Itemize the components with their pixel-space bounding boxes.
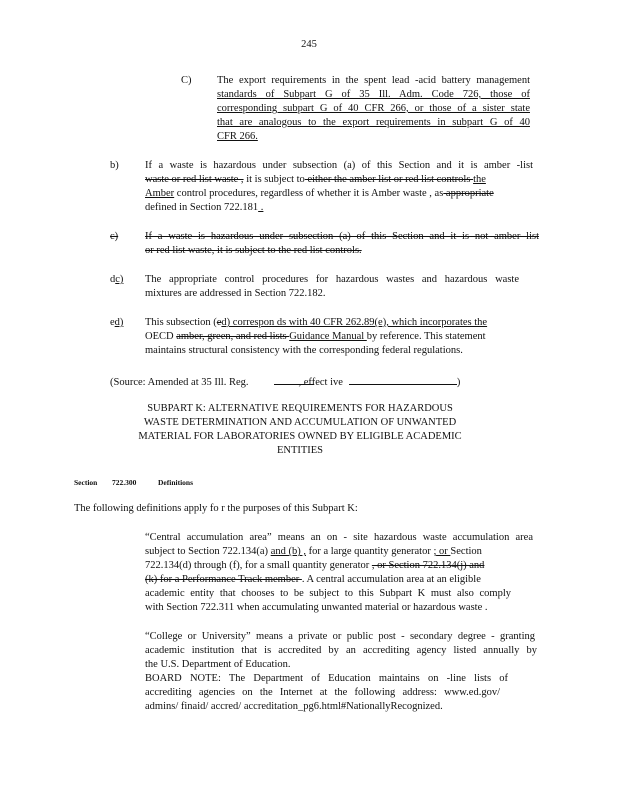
source-blank-effective [349,373,457,385]
source-blank-reg-line [274,384,314,385]
def-college-line-1: “College or University” means a private or public post - secondary degree - granting [145,631,535,642]
item-b-line-3-struck: appropriate [443,188,494,199]
def-central-line-6: with Section 722.311 when accumulating unwanted material or hazardous waste . [145,602,488,613]
item-e-line-3: maintains structural consistency with the corresponding federal regulations. [145,345,463,356]
item-c-line-5: CFR 266. [217,131,258,142]
section-label: Section [74,478,98,487]
def-central-line-2-c: Section [450,546,482,557]
subpart-heading-line-3: MATERIAL FOR LABORATORIES OWNED BY ELIGIBLE ACADEMIC [138,431,462,442]
item-e-line-1-struck: e [216,317,222,328]
item-e-label-new: d) [114,317,124,328]
item-b-line-3-inserted: Amber [145,188,175,199]
def-central-line-2-b: for a large quantity generator [305,546,434,557]
def-college-line-2: academic institution that is accredited by an accrediting agency listed annually by [145,645,537,656]
def-central-line-4-b: . A central accumulation area at an eligible [301,574,481,585]
item-b-line-2-inserted: the [473,174,486,185]
def-central-line-2 [145,545,482,559]
item-e-label-old: e [110,317,115,328]
source-note-b: , effect ive [298,377,343,388]
subpart-heading-line-4: ENTITIES [276,445,324,456]
item-c-line-2: standards of Subpart G of 35 Ill. Adm. Code 726, those of [217,89,530,100]
item-b-line-3-text: control procedures, regardless of whether it is Amber waste , as [174,188,444,199]
item-b-label: b) [110,160,119,171]
source-note-a: (Source: Amended at 35 Ill. Reg. [110,377,249,388]
item-e-line-1-a: This subsection ( [145,317,217,328]
board-note-line-3: admins/ finaid/ accred/ accreditation_pg6.html#NationallyRecognized. [145,701,443,712]
source-note-c: ) [456,377,461,388]
item-b-line-2-struck: waste or red list waste , [145,174,244,185]
def-central-line-1: “Central accumulation area” means an on - site hazardous waste accumulation area [145,532,533,543]
item-d-label-new: c) [115,274,124,285]
item-e-line-2-inserted: Guidance Manual [289,331,367,342]
item-b-line-2-struck-2: either the amber list or red list controls [304,174,474,185]
section-number: 722.300 [112,478,137,487]
item-b-line-4-inserted: . [258,202,264,213]
section-title: Definitions [158,478,194,487]
def-central-line-2-a: subject to Section 722.134(a) [145,546,271,557]
item-c-line-1: The export requirements in the spent lead -acid battery management [217,75,530,86]
def-central-line-2-inserted-3: or [436,546,451,557]
item-b-line-4 [145,201,263,215]
item-c-label: C) [181,75,192,86]
item-c-struck-line-1: If a waste is hazardous under subsection (a) of this Section and it is not amber list [145,231,539,242]
item-e-line-1-c: d) correspon ds with 40 CFR 262.89(e), which incorporates the [221,317,488,328]
def-central-line-3 [145,559,484,573]
item-e-line-2 [145,330,486,344]
item-d-label [110,273,123,287]
item-c-struck-label: c) [110,231,119,242]
def-central-line-3-struck: , or Section 722.134(j) and [371,560,485,571]
item-d-label-old: d [110,274,116,285]
item-e-label [110,316,123,330]
subpart-heading-line-2: WASTE DETERMINATION AND ACCUMULATION OF UNWANTED [143,417,457,428]
item-c-line-4: that are analogous to the export requirements in subpart G of 40 [217,117,530,128]
def-central-line-4-struck: (k) for a Performance Track member [145,574,302,585]
def-central-line-3-a: 722.134(d) through (f), for a small quantity generator [145,560,372,571]
def-central-line-4 [145,573,481,587]
item-e-line-2-c: by reference. This statement [366,331,486,342]
item-e-line-2-a: OECD [145,331,177,342]
source-note [110,373,460,390]
def-college-line-3: the U.S. Department of Education. [145,659,291,670]
board-note-line-1: BOARD NOTE: The Department of Education maintains on -line lists of [145,673,508,684]
item-c-struck-line-2: or red list waste, it is subject to the red list controls. [145,245,362,256]
item-b-line-2 [145,173,486,187]
item-b-line-2-mid: it is subject to [243,174,305,185]
definitions-intro: The following definitions apply fo r the purposes of this Subpart K: [74,503,358,514]
item-b-line-1: If a waste is hazardous under subsection (a) of this Section and it is amber -list [145,160,533,171]
subpart-heading-line-1: SUBPART K: ALTERNATIVE REQUIREMENTS FOR HAZARDOUS [147,403,453,414]
def-central-line-2-inserted: and (b) , [270,546,306,557]
board-note-line-2: accrediting agencies on the Internet at the following address: www.ed.gov/ [145,687,500,698]
item-d-line-1: The appropriate control procedures for hazardous wastes and hazardous waste [145,274,519,285]
item-d-line-2: mixtures are addressed in Section 722.182. [145,288,326,299]
item-b-line-3 [145,187,494,201]
item-e-line-1 [145,316,487,330]
def-central-line-5: academic entity that chooses to be subject to this Subpart K must also comply [145,588,511,599]
def-central-line-2-inserted-2: ; [433,546,437,557]
item-e-line-2-struck: amber, green, and red lists [176,331,290,342]
item-c-line-3: corresponding subpart G of 40 CFR 266, or those of a sister state [217,103,530,114]
item-b-line-4-text: defined in Section 722.181 [145,202,259,213]
page-number: 245 [301,39,317,50]
